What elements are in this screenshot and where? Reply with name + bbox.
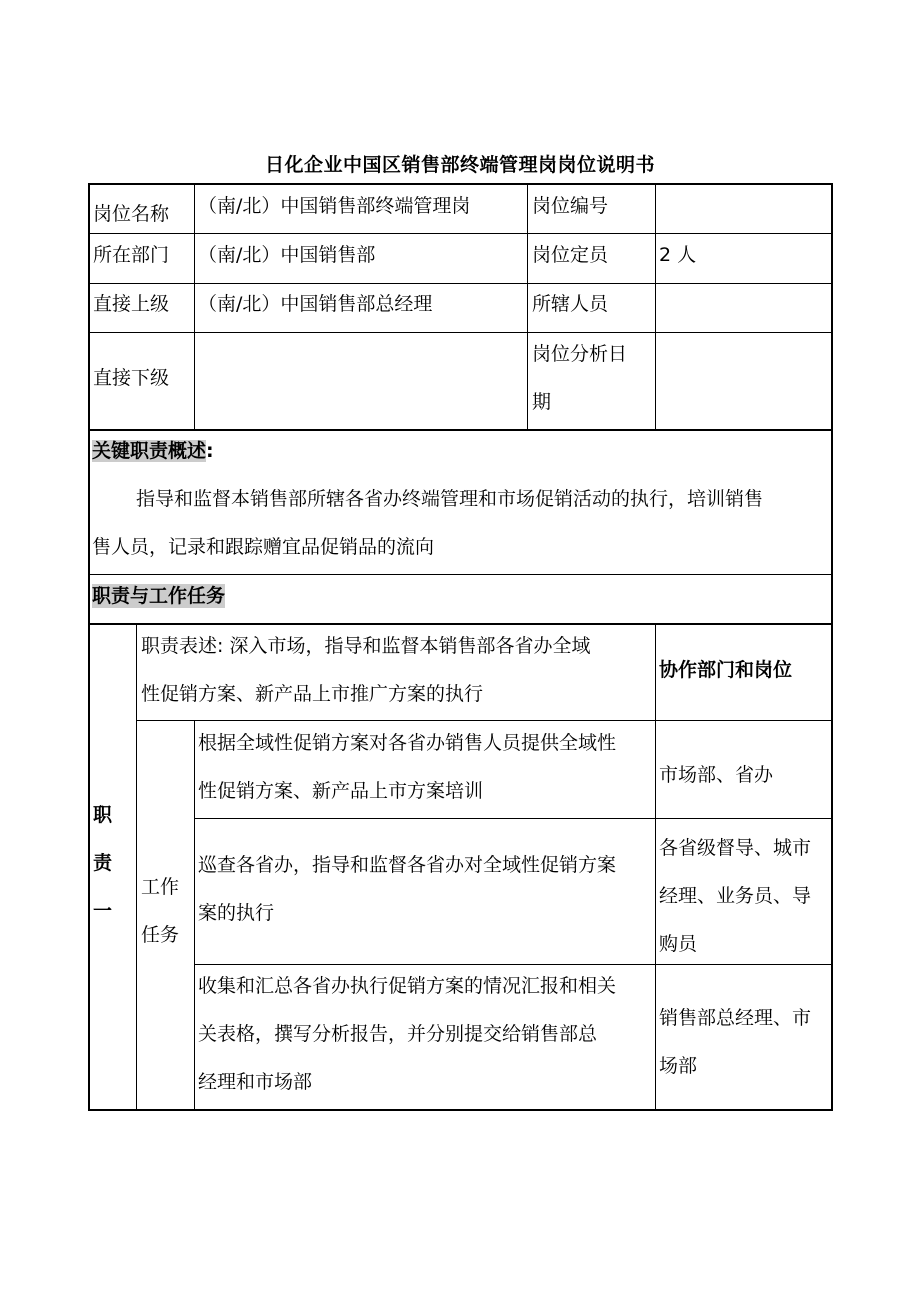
position-name-label: 岗位名称 [93, 203, 170, 225]
position-name-value: （南/北）中国销售部终端管理岗 [198, 195, 471, 217]
row-divider [88, 283, 833, 284]
headcount-label: 岗位定员 [532, 244, 609, 266]
column-divider [527, 183, 528, 430]
department-value: （南/北）中国销售部 [198, 244, 376, 266]
task-text: 巡查各省办，指导和监督各省办对全域性促销方案 [198, 854, 617, 876]
task-text: 收集和汇总各省办执行促销方案的情况汇报和相关 [198, 975, 617, 997]
task-cooperation: 场部 [659, 1055, 698, 1077]
summary-line: 售人员，记录和跟踪赠宜品促销品的流向 [92, 536, 435, 558]
task-text: 性促销方案、新产品上市方案培训 [198, 780, 484, 802]
summary-heading-text: 关键职责概述 [92, 440, 207, 462]
subordinates-label: 所辖人员 [532, 293, 609, 315]
row-divider [88, 429, 833, 431]
summary-heading [92, 439, 214, 463]
column-divider [194, 183, 195, 430]
direct-subordinate-label: 直接下级 [93, 367, 170, 389]
position-code-label: 岗位编号 [532, 195, 609, 217]
task-label: 工作 [141, 876, 180, 898]
task-cooperation: 经理、业务员、导 [659, 885, 812, 907]
row-divider [88, 233, 833, 234]
document-title: 日化企业中国区销售部终端管理岗岗位说明书 [264, 154, 655, 176]
column-divider [194, 720, 195, 1110]
task-text: 经理和市场部 [198, 1071, 313, 1093]
row-divider [194, 818, 833, 819]
cooperation-header: 协作部门和岗位 [659, 659, 793, 681]
summary-heading-colon: : [206, 440, 214, 462]
task-text: 根据全域性促销方案对各省办销售人员提供全域性 [198, 732, 617, 754]
duty-label: 责 [93, 852, 113, 874]
row-divider [194, 964, 833, 965]
column-divider [136, 624, 137, 1110]
duty-label: 职 [93, 804, 113, 826]
duty-label: 一 [93, 900, 113, 922]
department-label: 所在部门 [93, 244, 170, 266]
task-cooperation: 购员 [659, 933, 698, 955]
analysis-date-label: 岗位分析日 [532, 343, 628, 365]
duties-heading: 职责与工作任务 [92, 585, 226, 607]
superior-value: （南/北）中国销售部总经理 [198, 293, 433, 315]
row-divider [136, 720, 833, 721]
task-text: 关表格，撰写分析报告，并分别提交给销售部总 [198, 1023, 598, 1045]
row-divider [88, 623, 833, 625]
column-divider [655, 624, 656, 1110]
analysis-date-label: 期 [532, 391, 552, 413]
task-cooperation: 各省级督导、城市 [659, 837, 812, 859]
superior-label: 直接上级 [93, 293, 170, 315]
task-cooperation: 销售部总经理、市 [659, 1007, 812, 1029]
row-divider [88, 574, 833, 575]
task-label: 任务 [141, 924, 180, 946]
task-text: 案的执行 [198, 902, 275, 924]
task-cooperation: 市场部、省办 [659, 764, 774, 786]
duty-statement: 性促销方案、新产品上市推广方案的执行 [141, 683, 484, 705]
summary-line: 指导和监督本销售部所辖各省办终端管理和市场促销活动的执行，培训销售 [136, 488, 764, 510]
headcount-value: 2 人 [659, 244, 697, 266]
column-divider [655, 183, 656, 430]
row-divider [88, 332, 833, 333]
duty-statement: 职责表述: 深入市场，指导和监督本销售部各省办全域 [141, 635, 591, 657]
